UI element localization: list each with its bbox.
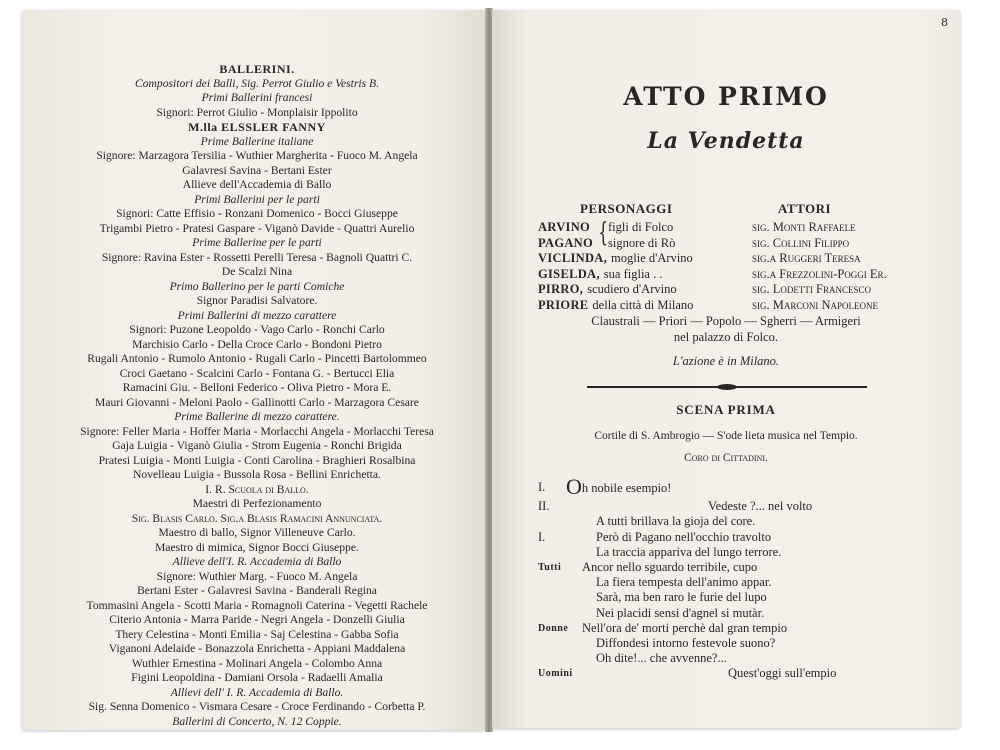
character-description: della città di Milano [592, 297, 694, 312]
brace-mark: { [598, 218, 609, 248]
page-number: 8 [941, 16, 948, 29]
verse-line: Oh dite!... che avvenne?... [596, 651, 727, 666]
verse-speaker: I. [538, 480, 546, 494]
cast-line: Bertani Ester - Galavresi Savina - Banderali Regina [137, 584, 377, 597]
character-name: GISELDA, [538, 266, 600, 281]
verse-line: Sarà, ma ben raro le furie del lupo [596, 590, 767, 605]
character-description: sua figlia . . [603, 266, 663, 281]
character-description: scudiero d'Arvino [587, 282, 677, 296]
cast-line: Signori: Perrot Giulio - Monplaisir Ippolito [156, 105, 358, 119]
setting-line: L'azione è in Milano. [672, 354, 780, 368]
character-name: PIRRO, [538, 282, 584, 296]
personaggi-heading: PERSONAGGI [580, 201, 673, 216]
cast-line: Novelleau Luigia - Bussola Rosa - Bellini Enrichetta. [133, 468, 381, 481]
chorus-title: Coro di Cittadini. [684, 452, 768, 464]
cast-line: Signore: Wuthier Marg. - Fuoco M. Angela [156, 569, 358, 583]
cast-line: Allieve dell'I. R. Accademia di Ballo [172, 555, 342, 568]
cast-row [538, 251, 861, 266]
cast-line: Prime Ballerine per le parti [192, 236, 322, 249]
cast-line: Marchisio Carlo - Della Croce Carlo - Bondoni Pietro [132, 337, 382, 351]
scene-description: Cortile di S. Ambrogio — S'ode lieta musica nel Tempio. [594, 430, 858, 442]
cast-row [538, 266, 887, 282]
character-description: signore di Rò [608, 235, 676, 250]
actor-name: sig. Monti Raffaele [752, 220, 856, 234]
cast-line: Primo Ballerino per le parti Comiche [169, 279, 345, 293]
cast-line: BALLERINI. [219, 62, 295, 76]
cast-line: Allievi dell' I. R. Accademia di Ballo. [170, 685, 344, 699]
actor-name: sig.a Frezzolini-Poggi Er. [752, 266, 887, 281]
cast-line: Gaja Luigia - Viganò Giulia - Strom Eugenia - Ronchi Brigida [112, 439, 402, 452]
cast-line: Figini Leopoldina - Damiani Orsola - Radaelli Amalia [131, 671, 383, 684]
verse-line: A tutti brillava la gioja del core. [596, 514, 756, 529]
cast-line: Wuthier Ernestina - Molinari Angela - Colombo Anna [131, 656, 383, 670]
verse-line: Però di Pagano nell'occhio travolto [596, 529, 772, 544]
character-description: figli di Folco [608, 220, 674, 234]
cast-line: Signori: Catte Effisio - Ronzani Domenico - Bocci Giuseppe [116, 207, 398, 220]
character-description: moglie d'Arvino [611, 251, 693, 265]
cast-line: Sig. Senna Domenico - Vismara Cesare - Croce Ferdinando - Corbetta P. [88, 700, 426, 713]
extras-line-1: Claustrali — Priori — Popolo — Sgherri — Armigeri [591, 314, 861, 328]
character-name: PAGANO [538, 235, 594, 250]
cast-line: Primi Ballerini per le parti [194, 192, 320, 206]
cast-line: Pratesi Luigia - Monti Luigia - Conti Carolina - Braghieri Rosalbina [98, 453, 416, 467]
cast-line: Rugali Antonio - Rumolo Antonio - Rugali Carlo - Pincetti Bartolommeo [87, 352, 427, 365]
cast-line: Croci Gaetano - Scalcini Carlo - Fontana G. - Bertucci Elia [119, 366, 395, 380]
verse-speaker: I. [538, 529, 546, 544]
ballerini-cast-list [38, 62, 476, 729]
cast-line: Signor Paradisi Salvatore. [196, 294, 318, 307]
cast-line: Prime Ballerine di mezzo carattere. [174, 410, 340, 423]
cast-line: Ramacini Giu. - Belloni Federico - Oliva Pietro - Mora E. [122, 381, 392, 394]
character-name: PRIORE [538, 297, 589, 312]
actor-name: sig. Marconi Napoleone [752, 297, 879, 312]
left-page [22, 10, 486, 730]
cast-line: Sig. Blasis Carlo. Sig.a Blasis Ramacini Annunciata. [131, 511, 383, 525]
attori-heading: ATTORI [778, 201, 832, 216]
cast-line: De Scalzi Nina [221, 265, 293, 278]
cast-line: Viganoni Adelaide - Bonazzola Enrichetta - Appiani Maddalena [108, 642, 406, 655]
cast-line: I. R. Scuola di Ballo. [205, 482, 309, 496]
cast-line: Primi Ballerini francesi [201, 91, 313, 104]
cast-row [538, 297, 879, 313]
cast-line: Maestro di ballo, Signor Villeneuve Carlo. [158, 526, 356, 539]
cast-line: Prime Ballerine italiane [200, 134, 314, 148]
cast-line: Tommasini Angela - Scotti Maria - Romagnoli Caterina - Vegetti Rachele [86, 598, 428, 612]
cast-line: Signore: Marzagora Tersilia - Wuthier Margherita - Fuoco M. Angela [96, 149, 418, 162]
scene-title: SCENA PRIMA [676, 402, 776, 417]
actor-name: sig.a Ruggeri Teresa [752, 251, 861, 265]
cast-line: Primi Ballerini di mezzo carattere [177, 308, 337, 322]
ornamental-rule [587, 386, 867, 388]
act-subtitle: La Vendetta [647, 128, 805, 154]
cast-line: Compositori dei Balli, Sig. Perrot Giulio e Vestris B. [135, 76, 379, 90]
character-name: ARVINO [538, 220, 591, 234]
cast-line: Signori: Puzone Leopoldo - Vago Carlo - Ronchi Carlo [129, 323, 385, 336]
actor-name: sig. Collini Filippo [752, 235, 850, 250]
cast-line: Ballerini di Concerto, N. 12 Coppie. [172, 714, 342, 728]
cast-line: Trigambi Pietro - Pratesi Gaspare - Viganò Davide - Quattri Aurelio [99, 221, 415, 235]
verse-line: La traccia appariva del lungo terrore. [596, 544, 782, 559]
cast-line: Maestro di mimica, Signor Bocci Giuseppe. [155, 540, 359, 554]
verse-line: La fiera tempesta dell'animo appar. [596, 575, 772, 590]
verse-speaker: Donne [538, 622, 569, 634]
verse-speaker: Tutti [538, 562, 562, 573]
verse-line: Diffondesi intorno festevole suono? [596, 636, 776, 650]
verse-line: Oh nobile esempio! [566, 474, 672, 499]
verse-line: Nell'ora de' morti perchè dal gran tempio [582, 620, 788, 635]
right-page [492, 10, 960, 728]
actor-name: sig. Lodetti Francesco [752, 282, 871, 296]
cast-row [538, 282, 871, 297]
cast-line: Maestri di Perfezionamento [192, 497, 322, 510]
cast-line: Thery Celestina - Monti Emilia - Saj Celestina - Gabba Sofia [115, 627, 399, 641]
verse-line: Ancor nello sguardo terribile, cupo [582, 560, 758, 574]
verse-line: Quest'oggi sull'empio [728, 666, 837, 681]
cast-line: Allieve dell'Accademia di Ballo [182, 178, 332, 191]
cast-line: Signore: Feller Maria - Hoffer Maria - Morlacchi Angela - Morlacchi Teresa [80, 424, 434, 438]
act-title: ATTO PRIMO [623, 82, 829, 111]
extras-line-2: nel palazzo di Folco. [673, 330, 779, 344]
cast-line: Galavresi Savina - Bertani Ester [182, 163, 332, 177]
cast-line: Mauri Giovanni - Meloni Paolo - Gallinotti Carlo - Marzagora Cesare [95, 395, 419, 409]
cast-line: Citerio Antonia - Marra Paride - Negri Angela - Donzelli Giulia [109, 613, 405, 626]
verse-line: Vedeste ?... nel volto [708, 499, 813, 514]
verse-speaker: II. [538, 499, 550, 514]
cast-line: M.lla ELSSLER FANNY [188, 120, 326, 134]
cast-line: Signore: Ravina Ester - Rossetti Perelli Teresa - Bagnoli Quattri C. [101, 250, 413, 264]
verse-speaker: Uomini [538, 668, 573, 680]
character-name: VICLINDA, [538, 251, 608, 265]
verse-line: Nei placidi sensi d'agnel si mutàr. [596, 605, 765, 620]
